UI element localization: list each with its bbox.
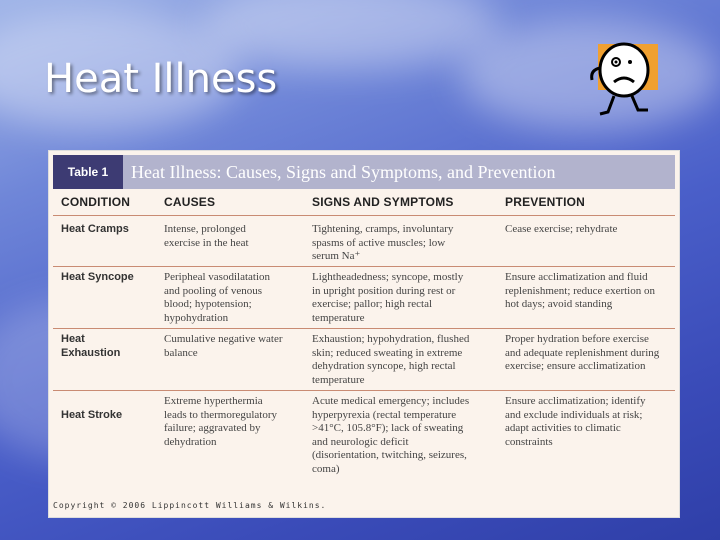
divider — [53, 328, 675, 329]
row-causes: Intense, prolonged exercise in the heat — [164, 223, 249, 249]
row-causes: Extreme hyperthermia leads to thermoregulatory failure; aggravated by dehydration — [164, 395, 278, 448]
column-header-condition: CONDITION — [61, 195, 131, 209]
row-signs: Tightening, cramps, involuntary spasms of active muscles; low serum Na⁺ — [312, 223, 454, 262]
row-condition: Heat Exhaustion — [61, 333, 121, 359]
table-header — [53, 155, 675, 189]
row-condition: Heat Stroke — [61, 409, 123, 421]
divider — [53, 390, 675, 391]
column-header-causes: CAUSES — [164, 195, 216, 209]
table-number: Table 1 — [53, 155, 123, 189]
row-causes: Peripheal vasodilatation and pooling of venous blood; hypotension; hypohydration — [164, 271, 270, 324]
row-condition: Heat Cramps — [61, 223, 129, 235]
row-prevention: Ensure acclimatization and fluid replenishment; reduce exertion on hot days; avoid standing — [505, 271, 655, 310]
row-causes: Cumulative negative water balance — [164, 333, 283, 359]
table-title: Heat Illness: Causes, Signs and Symptoms, and Prevention — [131, 162, 556, 182]
divider — [53, 215, 675, 216]
table-figure — [48, 150, 680, 518]
row-condition: Heat Syncope — [61, 271, 134, 283]
row-prevention: Proper hydration before exercise and adequate replenishment during exercise; ensure acclimatization — [505, 333, 660, 372]
slide-title: Heat Illness — [44, 56, 278, 102]
column-header-prevention: PREVENTION — [505, 195, 586, 209]
copyright-notice: Copyright © 2006 Lippincott Williams & Wilkins. — [53, 501, 327, 510]
row-prevention: Cease exercise; rehydrate — [505, 223, 618, 235]
divider — [53, 266, 675, 267]
row-prevention: Ensure acclimatization; identify and exclude individuals at risk; adapt activities to climatic constraints — [505, 395, 646, 448]
row-signs: Acute medical emergency; includes hyperpyrexia (rectal temperature >41°C, 105.8°F); lack of sweating and neurologic deficit (disorientation, twitching, seizures, coma) — [312, 395, 470, 475]
row-signs: Lightheadedness; syncope, mostly in upright position during rest or exercise; pallor; high rectal temperature — [312, 271, 464, 324]
row-signs: Exhaustion; hypohydration, flushed skin; reduced sweating in extreme dehydration syncope, high rectal temperature — [312, 333, 470, 386]
worried-face-icon — [584, 40, 664, 120]
column-header-signs: SIGNS AND SYMPTOMS — [312, 195, 454, 209]
